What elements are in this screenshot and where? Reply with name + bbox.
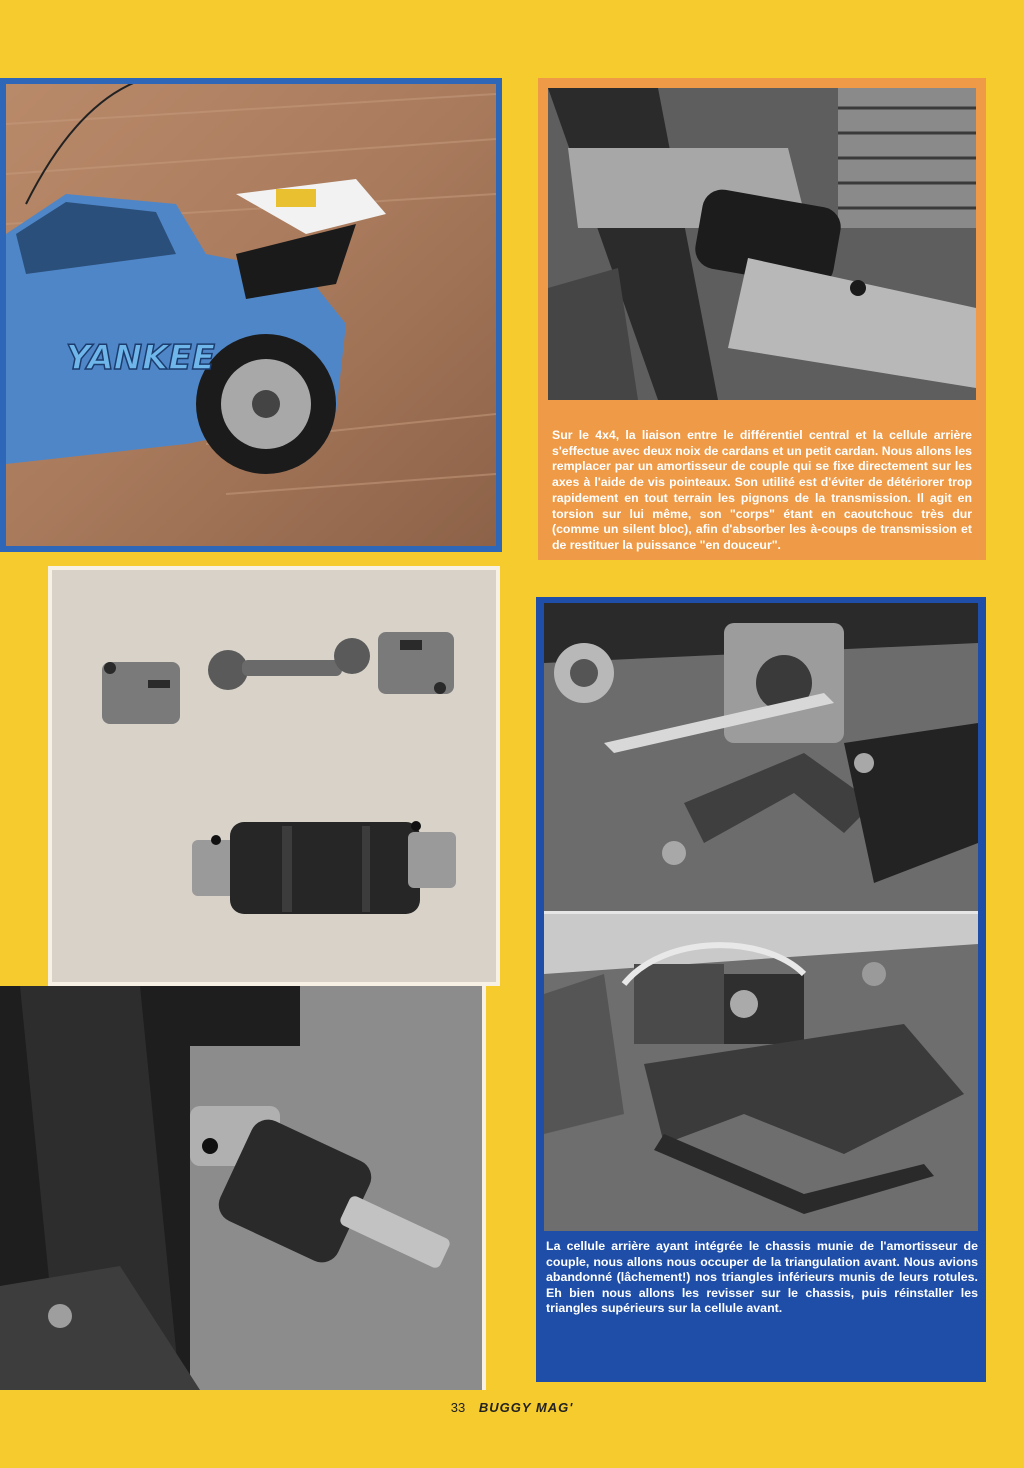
page-footer	[0, 1400, 1024, 1424]
parts-photo-frame	[48, 566, 500, 986]
chassis-photo-bottom	[544, 911, 978, 1231]
caption-driveline: Sur le 4x4, la liaison entre le différentiel central et la cellule arrière s'effectue avec deux noix de cardans et un petit cardan. Nous allons les remplacer par un amortisseur de couple qui se fixe directement sur les axes à l'aide de vis pointeaux. Son utilité est d'éviter de détériorer trop rapidement en tout terrain les pignons de la transmission. Il agit en torsion sur lui même, son "corps" étant en caoutchouc très dur (comme un silent bloc), afin d'absorber les à-coups de transmission et de restituer la puissance "en douceur".	[552, 428, 972, 552]
installed-coupler-photo	[0, 986, 486, 1390]
buggy-illustration	[6, 84, 496, 546]
magazine-name: BUGGY MAG'	[478, 1400, 574, 1415]
page-number: 33	[450, 1400, 466, 1415]
buggy-decal-text: YANKEE	[66, 338, 215, 378]
chassis-top-illustration	[544, 603, 978, 911]
driveline-photo	[548, 88, 976, 400]
buggy-photo	[0, 78, 502, 552]
installed-illustration	[0, 986, 482, 1390]
caption-panel-orange	[538, 78, 986, 560]
parts-photo	[52, 570, 496, 982]
caption-front-triangulation: La cellule arrière ayant intégrée le chassis munie de l'amortisseur de couple, nous allons nous occuper de la triangulation avant. Nous avions abandonné (lâchement!) nos triangles inférieurs munis de leurs rotules. Eh bien nous allons les revisser sur le chassis, puis réinstaller les triangles supérieurs sur la cellule avant.	[546, 1239, 978, 1316]
driveline-illustration	[548, 88, 976, 400]
chassis-photo-top	[544, 603, 978, 911]
caption-panel-blue	[536, 597, 986, 1382]
chassis-bottom-illustration	[544, 914, 978, 1231]
parts-illustration	[52, 570, 496, 982]
